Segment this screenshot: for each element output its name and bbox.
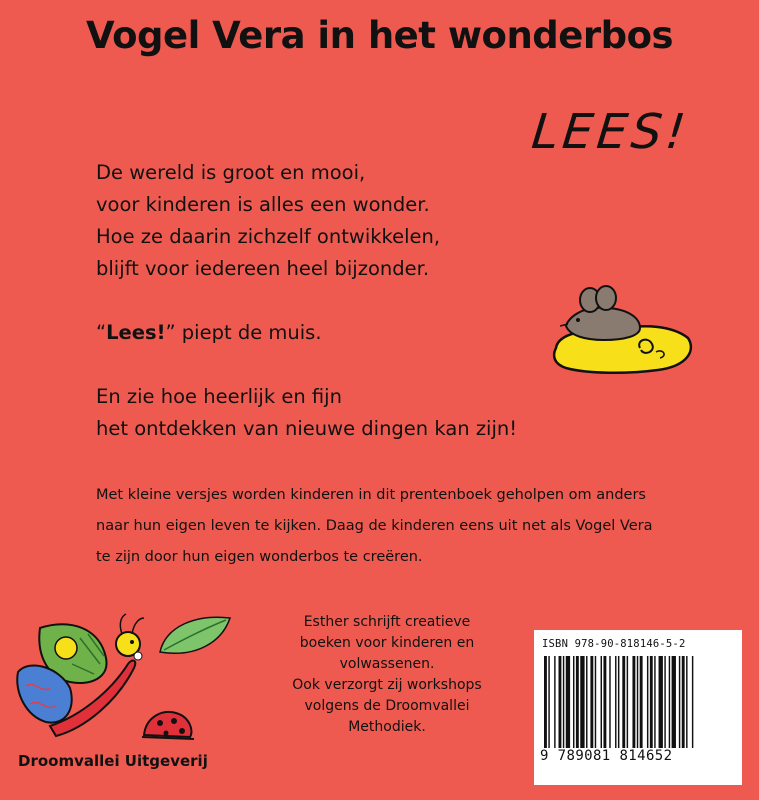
poem-line: blijft voor iedereen heel bijzonder.: [96, 257, 430, 280]
author-line: Esther schrijft creatieve: [303, 614, 471, 630]
barcode-bar: [580, 656, 584, 748]
poem-stanza-3: [96, 381, 517, 445]
barcode-bar: [576, 656, 579, 748]
poem-line: Hoe ze daarin zichzelf ontwikkelen,: [96, 225, 441, 248]
author-line: Ook verzorgt zij workshops: [292, 677, 482, 693]
quote-open: “: [96, 321, 107, 344]
poem-quote-line: [96, 317, 517, 349]
barcode-bar: [618, 656, 619, 748]
isbn-number: 9 789081 814652: [540, 748, 673, 764]
barcode-bar: [603, 656, 606, 748]
publisher-name: Droomvallei Uitgeverij: [18, 752, 208, 770]
barcode-bar: [566, 656, 570, 748]
barcode-bar: [659, 656, 663, 748]
barcode-bar: [647, 656, 648, 748]
description-line: Met kleine versjes worden kinderen in dit prentenboek geholpen om anders: [96, 487, 646, 503]
author-line: volgens de Droomvallei: [304, 698, 470, 714]
barcode-bar: [548, 656, 549, 748]
barcode-bar: [563, 656, 564, 748]
lees-logo: LEES!: [529, 104, 693, 160]
poem-line: De wereld is groot en mooi,: [96, 161, 366, 184]
barcode-bar: [679, 656, 680, 748]
barcode-bar: [544, 656, 547, 748]
barcode-bar: [573, 656, 574, 748]
barcode-bar: [682, 656, 685, 748]
barcode-bar: [669, 656, 670, 748]
barcode-bars: [544, 656, 732, 748]
barcode-bar: [686, 656, 687, 748]
barcode-bar: [632, 656, 635, 748]
barcode-bar: [609, 656, 610, 748]
quote-bold: Lees!: [106, 321, 166, 344]
barcode-bar: [554, 656, 555, 748]
author-line: boeken voor kinderen en: [299, 635, 475, 651]
author-line: volwassenen.: [339, 656, 435, 672]
barcode-bar: [627, 656, 628, 748]
ladybug-illustration: [138, 705, 198, 745]
isbn-label: ISBN 978-90-818146-5-2: [542, 638, 686, 650]
quote-rest: ” piept de muis.: [165, 321, 322, 344]
poem-line: En zie hoe heerlijk en fijn: [96, 385, 342, 408]
description-line: naar hun eigen leven te kijken. Daag de kinderen eens uit net als Vogel Vera: [96, 518, 653, 534]
barcode-bar: [650, 656, 653, 748]
barcode-bar: [559, 656, 562, 748]
mouse-on-cheese-illustration: [548, 278, 698, 378]
poem-stanza-2: [96, 317, 517, 349]
barcode-bar: [692, 656, 693, 748]
barcode-bar: [615, 656, 616, 748]
barcode-bar: [640, 656, 643, 748]
poem: [96, 157, 517, 477]
description: [96, 480, 696, 573]
barcode-bar: [586, 656, 587, 748]
description-line: te zijn door hun eigen wonderbos te creëren.: [96, 549, 423, 565]
barcode-bar: [595, 656, 596, 748]
barcode-bar: [601, 656, 602, 748]
author-line: Methodiek.: [348, 719, 426, 735]
barcode-bar: [590, 656, 593, 748]
barcode-bar: [637, 656, 638, 748]
barcode-bar: [622, 656, 625, 748]
barcode-bar: [654, 656, 655, 748]
book-title: Vogel Vera in het wonderbos: [85, 14, 674, 57]
author-blurb: [262, 612, 512, 738]
isbn-barcode: [534, 630, 742, 785]
poem-line: het ontdekken van nieuwe dingen kan zijn!: [96, 417, 518, 440]
barcode-bar: [664, 656, 665, 748]
poem-stanza-1: [96, 157, 517, 285]
leaf-illustration: [156, 612, 236, 660]
poem-line: voor kinderen is alles een wonder.: [96, 193, 430, 216]
barcode-bar: [672, 656, 676, 748]
